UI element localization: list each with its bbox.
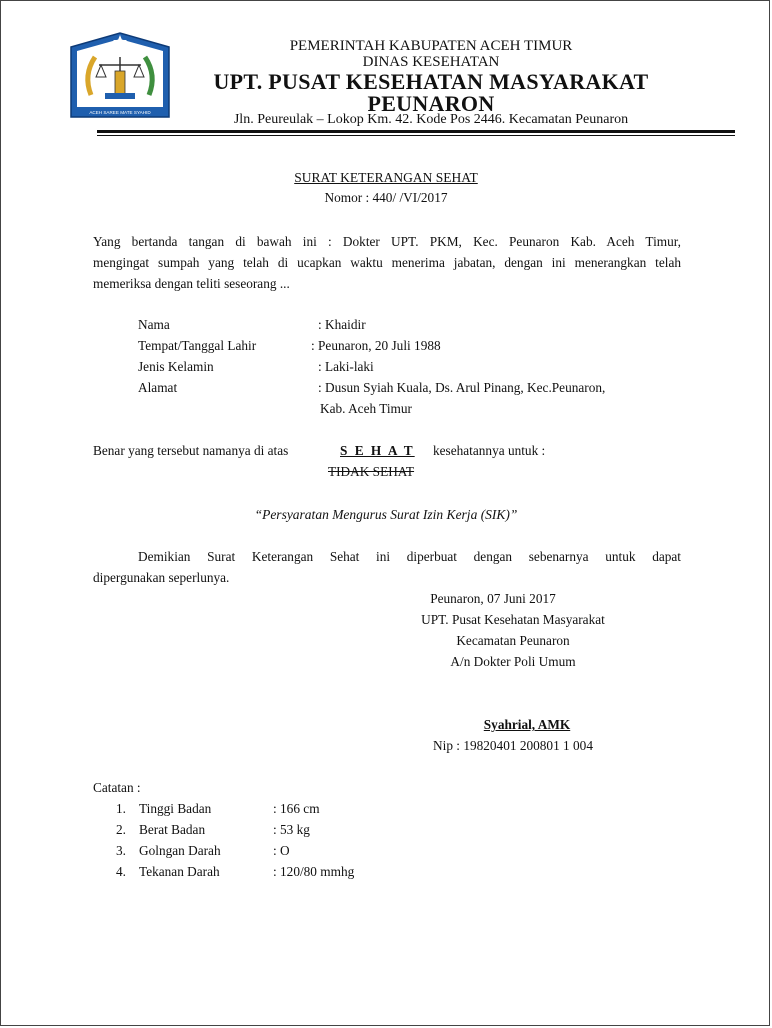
address-label: Alamat (138, 380, 178, 395)
letter-number: Nomor : 440/ /VI/2017 (324, 190, 448, 205)
signer-nip: Nip : 19820401 200801 1 004 (433, 738, 593, 753)
name-value: : Khaidir (318, 317, 366, 332)
name-label: Nama (138, 317, 170, 332)
address-value-line-1: : Dusun Syiah Kuala, Ds. Arul Pinang, Kec.Peunaron, (318, 380, 606, 395)
gender-label: Jenis Kelamin (138, 359, 214, 374)
note-value: : 53 kg (273, 822, 310, 837)
header-government-line: PEMERINTAH KABUPATEN ACEH TIMUR (289, 38, 573, 54)
intro-line-1: Yang bertanda tangan di bawah ini : Dokter UPT. PKM, Kec. Peunaron Kab. Aceh Timur, (93, 234, 681, 249)
note-number: 3. (116, 843, 126, 858)
logo-motto: ACEH SAREE MATE SYAHID (89, 109, 151, 115)
statement-prefix: Benar yang tersebut namanya di atas (93, 443, 289, 458)
note-label: Tekanan Darah (139, 864, 220, 879)
header-address: Jln. Peureulak – Lokop Km. 42. Kode Pos 2446. Kecamatan Peunaron (233, 112, 629, 127)
note-label: Berat Badan (139, 822, 206, 837)
signature-subdistrict: Kecamatan Peunaron (456, 633, 570, 648)
signer-name-text: Syahrial, AMK (483, 717, 571, 732)
header-divider-thin (97, 135, 735, 136)
statement-suffix: kesehatannya untuk : (433, 443, 546, 458)
regency-logo-emblem (65, 31, 175, 127)
note-label: Tinggi Badan (139, 801, 212, 816)
birth-label: Tempat/Tanggal Lahir (138, 338, 257, 353)
note-value: : 166 cm (273, 801, 320, 816)
intro-line-2: mengingat sumpah yang telah di ucapkan waktu menerima jabatan, dengan ini menerangkan telah (93, 255, 681, 270)
note-number: 2. (116, 822, 126, 837)
letter-title: SURAT KETERANGAN SEHAT (294, 170, 478, 185)
signer-name (397, 717, 657, 733)
note-number: 4. (116, 864, 126, 879)
notes-heading: Catatan : (93, 780, 141, 795)
header-institution-line: UPT. PUSAT KESEHATAN MASYARAKAT (213, 69, 649, 94)
header-divider-thick (97, 130, 735, 133)
closing-line-1: Demikian Surat Keterangan Sehat ini diperbuat dengan sebenarnya untuk dapat (138, 549, 681, 564)
intro-line-3: memeriksa dengan teliti seseorang ... (93, 276, 290, 291)
note-value: : 120/80 mmhg (273, 864, 355, 879)
note-value: : O (273, 843, 290, 858)
not-healthy-struck: TIDAK SEHAT (328, 464, 415, 479)
signature-role: A/n Dokter Poli Umum (450, 654, 576, 669)
closing-line-2: dipergunakan seperlunya. (93, 570, 230, 585)
header-location-line: PEUNARON (367, 91, 495, 116)
healthy-status: S E H A T (340, 443, 415, 458)
header-department-line: DINAS KESEHATAN (362, 54, 500, 70)
birth-value: : Peunaron, 20 Juli 1988 (311, 338, 441, 353)
note-label: Golngan Darah (139, 843, 221, 858)
signature-place-date: Peunaron, 07 Juni 2017 (430, 591, 556, 606)
purpose-statement: “Persyaratan Mengurus Surat Izin Kerja (SIK)” (254, 507, 518, 522)
signature-organization: UPT. Pusat Kesehatan Masyarakat (421, 612, 605, 627)
gender-value: : Laki-laki (318, 359, 374, 374)
address-value-line-2: Kab. Aceh Timur (320, 401, 412, 416)
note-number: 1. (116, 801, 126, 816)
